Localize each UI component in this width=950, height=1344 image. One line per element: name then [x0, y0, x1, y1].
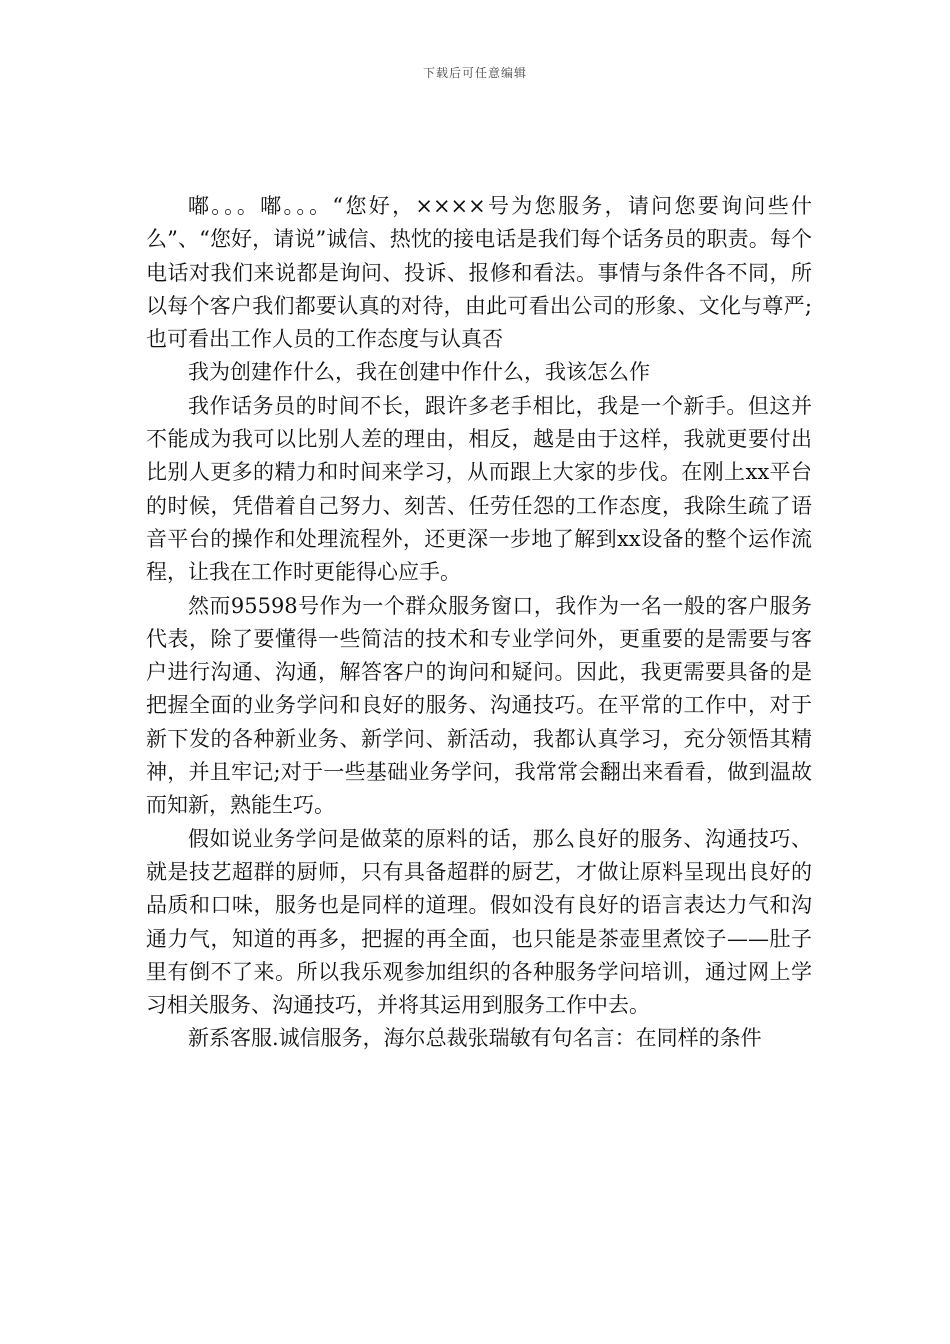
paragraph-1: 嘟。。。嘟。。。“您好，××××号为您服务，请问您要询问些什么”、“您好，请说”诚信、热忱的接电话是我们每个话务员的职责。每个电话对我们来说都是询问、投诉、报修和看法。事情与条件各不同，所以每个客户我们都要认真的对待，由此可看出公司的形象、文化与尊严;也可看出工作人员的工作态度与认真否	[146, 194, 812, 352]
document-body	[146, 190, 812, 1056]
paragraph-6: 新系客服.诚信服务，海尔总裁张瑞敏有句名言：在同样的条件	[188, 1026, 762, 1051]
paragraph-5: 假如说业务学问是做菜的原料的话，那么良好的服务、沟通技巧、就是技艺超群的厨师，只有具备超群的厨艺，才做让原料呈现出良好的品质和口味，服务也是同样的道理。假如没有良好的语言表达力气和沟通力气，知道的再多，把握的再全面，也只能是茶壶里煮饺子——肚子里有倒不了来。所以我乐观参加组织的各种服务学问培训，通过网上学习相关服务、沟通技巧，并将其运用到服务工作中去。	[146, 826, 812, 1018]
paragraph-4: 然而95598号作为一个群众服务窗口，我作为一名一般的客户服务代表，除了要懂得一些简洁的技术和专业学问外，更重要的是需要与客户进行沟通、沟通，解答客户的询问和疑问。因此，我更需要具备的是把握全面的业务学问和良好的服务、沟通技巧。在平常的工作中，对于新下发的各种新业务、新学问、新活动，我都认真学习，充分领悟其精神，并且牢记;对于一些基础业务学问，我常常会翻出来看看，做到温故而知新，熟能生巧。	[146, 593, 812, 818]
paragraph-2: 我为创建作什么，我在创建中作什么，我该怎么作	[188, 360, 650, 385]
page-header: 下载后可任意编辑	[422, 66, 527, 80]
paragraph-3: 我作话务员的时间不长，跟许多老手相比，我是一个新手。但这并不能成为我可以比别人差的理由，相反，越是由于这样，我就更要付出比别人更多的精力和时间来学习，从而跟上大家的步伐。在刚上xx平台的时候，凭借着自己努力、刻苦、任劳任怨的工作态度，我除生疏了语音平台的操作和处理流程外，还更深一步地了解到xx设备的整个运作流程，让我在工作时更能得心应手。	[146, 393, 812, 585]
